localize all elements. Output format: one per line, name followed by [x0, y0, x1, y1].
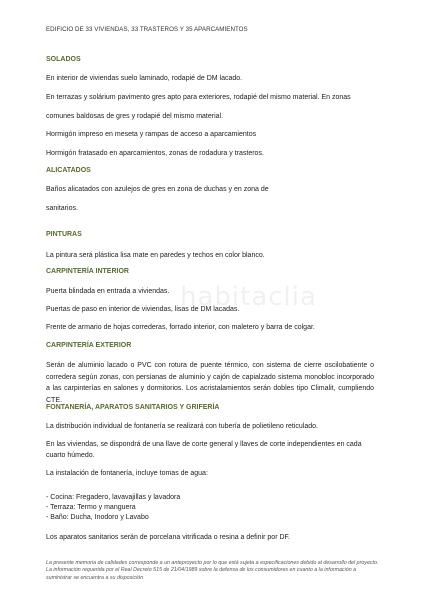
- section-title-fontaneria: FONTANERÍA, APARATOS SANITARIOS Y GRIFERÍA: [46, 404, 220, 411]
- fontaneria-line: La distribución individual de fontanería se realizará con tubería de polietileno reticulado.: [46, 423, 319, 430]
- carpinteria-exterior-paragraph: Serán de aluminio lacado o PVC con rotura de puente térmico, con sistema de cierre oscilobatiente o corredera según zonas, con persianas de aluminio y cajón de capialzado sistema monobloc incorporado a las carpinterías en salones y dormitorios. Los acristalamientos serán dobles tipo Climalit, cumpliendo CTE.: [46, 362, 374, 404]
- solados-line: comunes baldosas de gres y rodapié del mismo material.: [46, 113, 224, 120]
- solados-line: En terrazas y solárium pavimento gres apto para exteriores, rodapié del mismo material. En zonas: [46, 94, 351, 101]
- fontaneria-line: cuarto húmedo.: [46, 452, 95, 459]
- carpinteria-interior-line: Puerta blindada en entrada a viviendas.: [46, 288, 170, 295]
- watermark-logo: habitaclia: [180, 282, 317, 312]
- fontaneria-list-item: - Baño: Ducha, Inodoro y Lavabo: [46, 514, 149, 521]
- section-title-pinturas: PINTURAS: [46, 231, 82, 238]
- section-title-carpinteria-exterior: CARPINTERÍA EXTERIOR: [46, 342, 132, 349]
- section-title-carpinteria-interior: CARPINTERÍA INTERIOR: [46, 268, 129, 275]
- fontaneria-list-item: - Terraza: Termo y manguera: [46, 504, 136, 511]
- solados-line: Hormigón fratasado en aparcamientos, zonas de rodadura y trasteros.: [46, 150, 264, 157]
- carpinteria-interior-line: Puertas de paso en interior de viviendas, lisas de DM lacadas.: [46, 306, 240, 313]
- alicatados-line: sanitarios.: [46, 205, 78, 212]
- pinturas-line: La pintura será plástica lisa mate en paredes y techos en color blanco.: [46, 252, 265, 259]
- carpinteria-interior-line: Frente de armario de hojas correderas, forrado interior, con maletero y barra de colgar.: [46, 324, 315, 331]
- section-title-solados: SOLADOS: [46, 56, 81, 63]
- document-header: EDIFICIO DE 33 VIVIENDAS, 33 TRASTEROS Y 35 APARCAMIENTOS: [46, 26, 248, 33]
- alicatados-line: Baños alicatados con azulejos de gres en zona de duchas y en zona de: [46, 186, 269, 193]
- solados-line: En interior de viviendas suelo laminado, rodapié de DM lacado.: [46, 75, 243, 82]
- fontaneria-line: La instalación de fontanería, incluye tomas de agua:: [46, 470, 208, 477]
- fontaneria-line: En las viviendas, se dispondrá de una llave de corte general y llaves de corte independientes en cada: [46, 441, 362, 448]
- fontaneria-list-item: - Cocina: Fregadero, lavavajillas y lavadora: [46, 494, 181, 501]
- footer-disclaimer: La presente memoria de calidades corresponde a un anteproyecto por lo que está sujeta a especificaciones debido al desarrollo del proyecto. La información requerida por el Real Decreto 515 de 21/04/1989 sobre la defensa de los consumidores en cuanto a la información a suministrar se encuentra a su disposición: [46, 560, 379, 581]
- solados-line: Hormigón impreso en meseta y rampas de acceso a aparcamientos: [46, 131, 257, 138]
- section-title-alicatados: ALICATADOS: [46, 167, 91, 174]
- fontaneria-line: Los aparatos sanitarios serán de porcelana vitrificada o resina a definir por DF.: [46, 534, 290, 541]
